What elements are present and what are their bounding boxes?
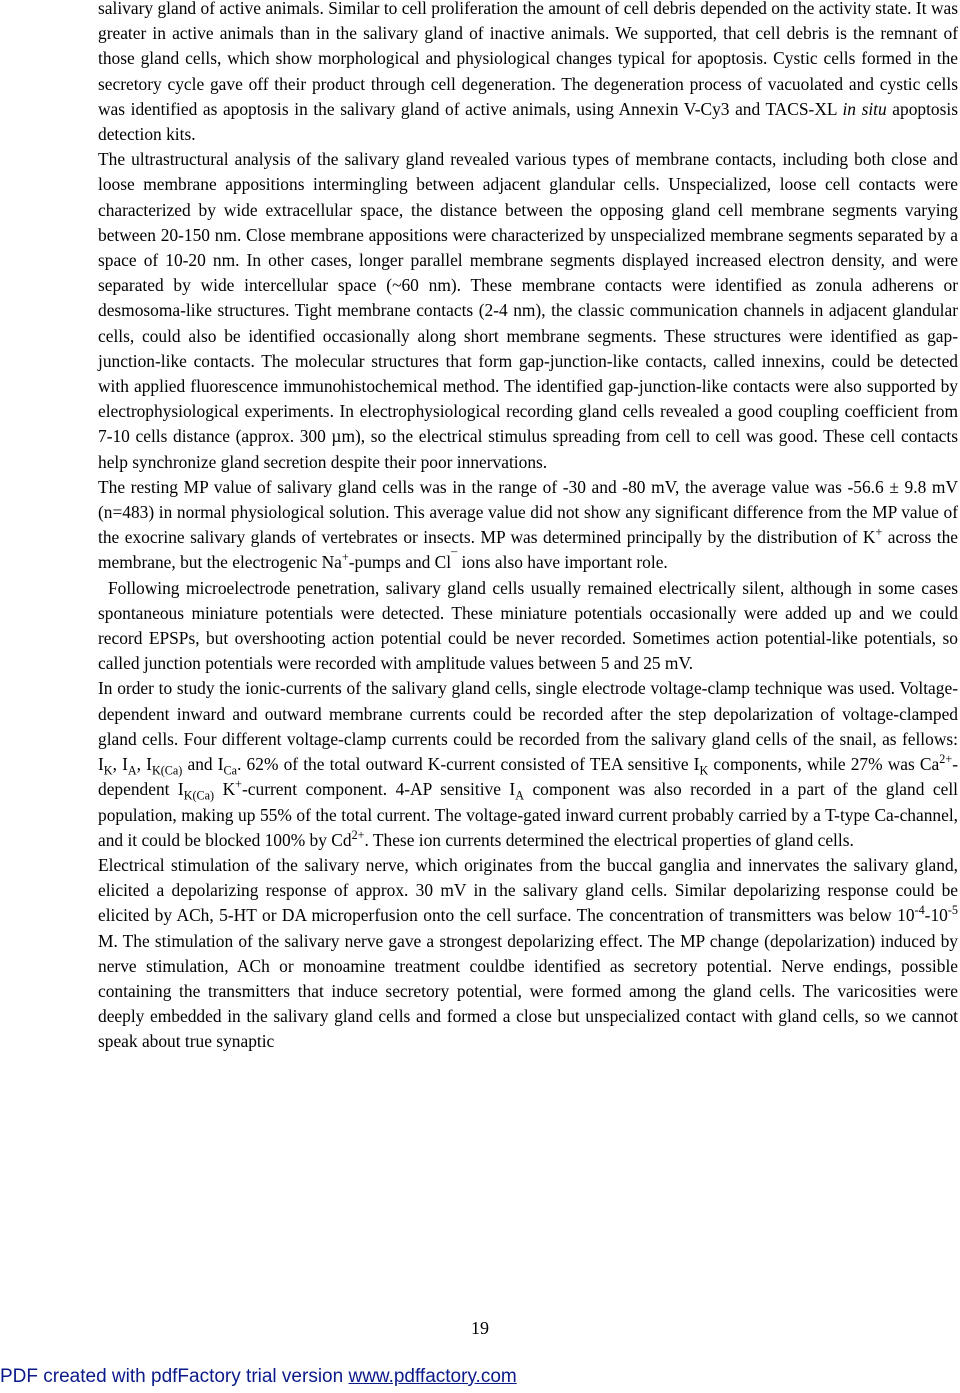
page-number: 19 xyxy=(471,1318,489,1338)
document-page xyxy=(98,0,958,1055)
paragraph-nerve-stimulation: Electrical stimulation of the salivary nerve, which originates from the buccal ganglia and innervates the salivary gland, elicited a depolarizing response of approx. 30 mV in the salivary gland cells. Similar depolarizing response could be elicited by ACh, 5-HT or DA microperfusion onto the cell surface. The concentration of transmitters was below $10^{-4}-10^{-5}$ M. The stimulation of the salivary nerve gave a strongest depolarizing effect. The MP change (depolarization) induced by nerve stimulation, ACh or monoamine treatment couldbe identified as secretory potential. Nerve endings, possible containing the transmitters that induce secretory potential, were formed among the gland cells. The varicosities were deeply embedded in the salivary gland cells and formed a close but unspecialized contact with gland cells, so we cannot speak about true synaptic xyxy=(98,854,958,1052)
paragraph-ultrastructure: The ultrastructural analysis of the salivary gland revealed various types of membrane contacts, including both close and loose membrane appositions intermingling between adjacent glandular cells. Unspecialized, loose cell contacts were characterized by wide extracellular space, the distance between the opposing gland cell membrane segments varying between 20-150 nm. Close membrane appositions were characterized by unspecialized membrane segments separated by a space of 10-20 nm. In other cases, longer parallel membrane segments displayed increased electron density, and were separated by wide intercellular space (~60 nm). These membrane contacts were identified as zonula adherens or desmosoma-like structures. Tight membrane contacts (2-4 nm), the classic communication channels in adjacent glandular cells, could also be identified occasionally along short membrane segments. These structures were identified as gap-junction-like contacts. The molecular structures that form gap-junction-like contacts, called innexins, could be detected with applied fluorescence immunohistochemical method. The identified gap-junction-like contacts were also supported by electrophysiological experiments. In electrophysiological recording gland cells revealed a good coupling coefficient from 7-10 cells distance (approx. 300 µm), so the electrical stimulus spreading from cell to cell was good. These cell contacts help synchronize gland secretion despite their poor innervations. xyxy=(98,149,958,472)
italic-term: in situ xyxy=(842,98,887,119)
footer-text: PDF created with pdfFactory trial version xyxy=(0,1366,349,1387)
pdf-footer xyxy=(0,1366,960,1388)
paragraph-ionic-currents: In order to study the ionic-currents of the salivary gland cells, single electrode voltage-clamp technique was used. Voltage-dependent inward and outward membrane currents could be recorded after the step depolarization of voltage-clamped gland cells. Four different voltage-clamp currents could be recorded from the salivary gland cells of the snail, as fellows: $I_K$, $I_A$, $I_{K(Ca)}$ and $I_{Ca}$. 62% of the total outward K-current consisted of TEA sensitive $I_K$ components, while 27% was $Ca^{2+}$-dependent $I_{K(Ca)}$ K+-current component. 4-AP sensitive $I_A$ component was also recorded in a part of the gland cell population, making up 55% of the total current. The voltage-gated inward current probably carried by a T-type Ca-channel, and it could be blocked 100% by $Cd^{2+}$. These ion currents determined the electrical properties of gland cells. xyxy=(98,678,958,850)
paragraph-apoptosis: salivary gland of active animals. Similar to cell proliferation the amount of cell debris depended on the activity state. It was greater in active animals than in the salivary gland of inactive animals. We supported, that cell debris is the remnant of those gland cells, which show morphological and physiological changes typical for apoptosis. Cystic cells formed in the secretory cycle gave off their product through cell degeneration. The degeneration process of vacuolated and cystic cells was identified as apoptosis in the salivary gland of active animals, using Annexin V-Cy3 and TACS-XL in situ apoptosis detection kits. xyxy=(98,0,958,145)
paragraph-membrane-potential: The resting MP value of salivary gland cells was in the range of -30 and -80 mV, the average value was -56.6 ± 9.8 mV (n=483) in normal physiological solution. This average value did not show any significant difference from the MP value of the exocrine salivary glands of vertebrates or insects. MP was determined principally by the distribution of K+ across the membrane, but the electrogenic Na+-pumps and Cl¯ ions also have important role. xyxy=(98,476,958,573)
footer-link[interactable]: www.pdffactory.com xyxy=(348,1366,517,1387)
paragraph-microelectrode: Following microelectrode penetration, salivary gland cells usually remained electrically silent, although in some cases spontaneous miniature potentials were detected. These miniature potentials occasionally were added up and we could record EPSPs, but overshooting action potential could be never recorded. Sometimes action potential-like potentials, so called junction potentials were recorded with amplitude values between 5 and 25 mV. xyxy=(98,577,958,674)
